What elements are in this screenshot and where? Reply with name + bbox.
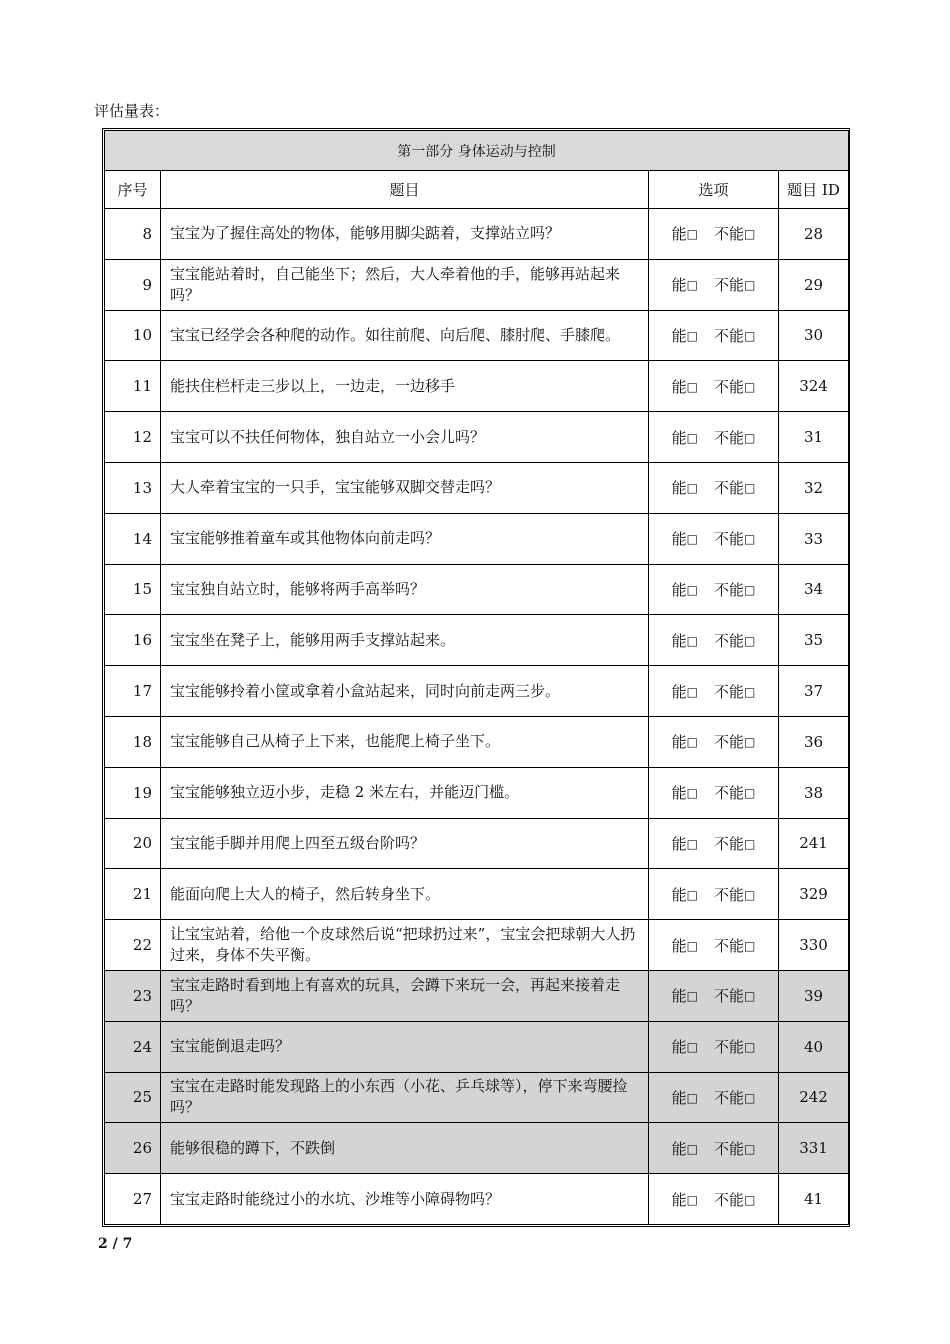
table-row [105, 767, 849, 818]
option-no-checkbox[interactable]: □ [744, 582, 756, 597]
question-text: 宝宝走路时看到地上有喜欢的玩具，会蹲下来玩一会，再起来接着走吗？ [161, 970, 649, 1021]
table-row [105, 869, 849, 920]
option-yes-label: 能 [671, 834, 687, 853]
option-no-label: 不能 [714, 530, 745, 549]
option-yes-checkbox[interactable]: □ [686, 582, 698, 597]
row-number: 11 [105, 361, 161, 412]
option-yes-checkbox[interactable]: □ [686, 1090, 698, 1105]
question-id: 31 [779, 412, 849, 463]
table-row [105, 716, 849, 767]
question-text: 宝宝能倒退走吗？ [161, 1021, 649, 1072]
table-row [105, 564, 849, 615]
question-id: 329 [779, 869, 849, 920]
option-yes-label: 能 [671, 377, 687, 396]
table-row [105, 970, 849, 1021]
question-id: 36 [779, 716, 849, 767]
option-yes-label: 能 [671, 682, 687, 701]
option-no-checkbox[interactable]: □ [744, 1090, 756, 1105]
option-no-label: 不能 [714, 428, 745, 447]
question-text: 让宝宝站着，给他一个皮球然后说“把球扔过来”，宝宝会把球朝大人扔过来，身体不失平衡。 [161, 920, 649, 971]
option-yes-label: 能 [671, 530, 687, 549]
option-no-label: 不能 [714, 1088, 745, 1107]
row-number: 17 [105, 666, 161, 717]
option-no-checkbox[interactable]: □ [744, 836, 756, 851]
option-no-label: 不能 [714, 682, 745, 701]
table-row [105, 513, 849, 564]
question-id: 33 [779, 513, 849, 564]
table-row [105, 209, 849, 260]
answer-options [649, 1072, 779, 1123]
option-no-checkbox[interactable]: □ [744, 989, 756, 1004]
option-yes-label: 能 [671, 1038, 687, 1057]
question-id: 37 [779, 666, 849, 717]
question-text: 宝宝坐在凳子上，能够用两手支撑站起来。 [161, 615, 649, 666]
option-no-label: 不能 [714, 885, 745, 904]
table-row [105, 1123, 849, 1174]
row-number: 21 [105, 869, 161, 920]
question-id: 241 [779, 818, 849, 869]
row-number: 22 [105, 920, 161, 971]
option-yes-checkbox[interactable]: □ [686, 786, 698, 801]
option-yes-label: 能 [671, 1190, 687, 1209]
row-number: 27 [105, 1174, 161, 1225]
option-no-label: 不能 [714, 936, 745, 955]
question-id: 39 [779, 970, 849, 1021]
row-number: 23 [105, 970, 161, 1021]
option-no-label: 不能 [714, 580, 745, 599]
assessment-table [104, 130, 849, 1225]
answer-options [649, 869, 779, 920]
col-header-id: 题目 ID [779, 171, 849, 209]
option-no-checkbox[interactable]: □ [744, 633, 756, 648]
row-number: 13 [105, 462, 161, 513]
answer-options [649, 1021, 779, 1072]
option-yes-checkbox[interactable]: □ [686, 328, 698, 343]
option-no-label: 不能 [714, 987, 745, 1006]
question-id: 30 [779, 310, 849, 361]
question-text: 宝宝独自站立时，能够将两手高举吗？ [161, 564, 649, 615]
option-yes-checkbox[interactable]: □ [686, 430, 698, 445]
row-number: 19 [105, 767, 161, 818]
question-text: 宝宝可以不扶任何物体，独自站立一小会儿吗？ [161, 412, 649, 463]
option-no-checkbox[interactable]: □ [744, 938, 756, 953]
table-row [105, 666, 849, 717]
option-no-checkbox[interactable]: □ [744, 328, 756, 343]
option-yes-checkbox[interactable]: □ [686, 1141, 698, 1156]
question-text: 宝宝能手脚并用爬上四至五级台阶吗？ [161, 818, 649, 869]
table-row [105, 462, 849, 513]
option-yes-checkbox[interactable]: □ [686, 887, 698, 902]
question-id: 29 [779, 259, 849, 310]
option-no-checkbox[interactable]: □ [744, 1192, 756, 1207]
option-no-checkbox[interactable]: □ [744, 684, 756, 699]
answer-options [649, 716, 779, 767]
page-number: 2 / 7 [98, 1236, 133, 1252]
option-yes-label: 能 [671, 580, 687, 599]
option-no-label: 不能 [714, 631, 745, 650]
answer-options [649, 462, 779, 513]
option-yes-label: 能 [671, 479, 687, 498]
answer-options [649, 666, 779, 717]
option-yes-checkbox[interactable]: □ [686, 481, 698, 496]
row-number: 24 [105, 1021, 161, 1072]
question-text: 宝宝能够拎着小筐或拿着小盒站起来，同时向前走两三步。 [161, 666, 649, 717]
option-no-checkbox[interactable]: □ [744, 278, 756, 293]
question-id: 331 [779, 1123, 849, 1174]
question-text: 能面向爬上大人的椅子，然后转身坐下。 [161, 869, 649, 920]
option-no-checkbox[interactable]: □ [744, 481, 756, 496]
row-number: 12 [105, 412, 161, 463]
table-row [105, 259, 849, 310]
option-yes-label: 能 [671, 631, 687, 650]
option-no-label: 不能 [714, 784, 745, 803]
question-id: 324 [779, 361, 849, 412]
option-no-label: 不能 [714, 1190, 745, 1209]
row-number: 8 [105, 209, 161, 260]
option-no-checkbox[interactable]: □ [744, 379, 756, 394]
option-yes-checkbox[interactable]: □ [686, 938, 698, 953]
table-row [105, 615, 849, 666]
question-id: 41 [779, 1174, 849, 1225]
answer-options [649, 513, 779, 564]
question-text: 宝宝能够独立迈小步，走稳 2 米左右，并能迈门槛。 [161, 767, 649, 818]
row-number: 9 [105, 259, 161, 310]
option-no-checkbox[interactable]: □ [744, 786, 756, 801]
option-no-checkbox[interactable]: □ [744, 227, 756, 242]
option-no-label: 不能 [714, 479, 745, 498]
row-number: 16 [105, 615, 161, 666]
question-id: 330 [779, 920, 849, 971]
option-yes-label: 能 [671, 428, 687, 447]
option-yes-checkbox[interactable]: □ [686, 1192, 698, 1207]
row-number: 14 [105, 513, 161, 564]
option-yes-checkbox[interactable]: □ [686, 633, 698, 648]
answer-options [649, 818, 779, 869]
answer-options [649, 412, 779, 463]
option-yes-checkbox[interactable]: □ [686, 379, 698, 394]
question-id: 34 [779, 564, 849, 615]
answer-options [649, 920, 779, 971]
row-number: 15 [105, 564, 161, 615]
option-yes-label: 能 [671, 1088, 687, 1107]
question-id: 32 [779, 462, 849, 513]
column-header-row [105, 171, 849, 209]
option-yes-checkbox[interactable]: □ [686, 684, 698, 699]
col-header-options: 选项 [649, 171, 779, 209]
question-text: 宝宝能够推着童车或其他物体向前走吗？ [161, 513, 649, 564]
option-yes-label: 能 [671, 225, 687, 244]
question-id: 35 [779, 615, 849, 666]
option-yes-checkbox[interactable]: □ [686, 278, 698, 293]
option-no-checkbox[interactable]: □ [744, 430, 756, 445]
answer-options [649, 767, 779, 818]
row-number: 10 [105, 310, 161, 361]
option-yes-label: 能 [671, 733, 687, 752]
table-row [105, 1021, 849, 1072]
table-row [105, 818, 849, 869]
answer-options [649, 310, 779, 361]
option-yes-checkbox[interactable]: □ [686, 1040, 698, 1055]
question-id: 40 [779, 1021, 849, 1072]
section-title: 第一部分 身体运动与控制 [105, 131, 849, 171]
option-no-checkbox[interactable]: □ [744, 1040, 756, 1055]
option-yes-checkbox[interactable]: □ [686, 989, 698, 1004]
option-no-checkbox[interactable]: □ [744, 532, 756, 547]
option-no-label: 不能 [714, 1139, 745, 1158]
question-text: 大人牵着宝宝的一只手，宝宝能够双脚交替走吗？ [161, 462, 649, 513]
option-yes-label: 能 [671, 936, 687, 955]
question-text: 宝宝在走路时能发现路上的小东西（小花、乒乓球等），停下来弯腰捡吗？ [161, 1072, 649, 1123]
table-row [105, 361, 849, 412]
table-row [105, 1072, 849, 1123]
answer-options [649, 1123, 779, 1174]
row-number: 18 [105, 716, 161, 767]
option-no-label: 不能 [714, 1038, 745, 1057]
question-id: 38 [779, 767, 849, 818]
table-row [105, 1174, 849, 1225]
question-text: 能扶住栏杆走三步以上，一边走，一边移手 [161, 361, 649, 412]
table-row [105, 412, 849, 463]
answer-options [649, 259, 779, 310]
option-yes-checkbox[interactable]: □ [686, 836, 698, 851]
answer-options [649, 361, 779, 412]
option-yes-label: 能 [671, 326, 687, 345]
option-no-label: 不能 [714, 377, 745, 396]
option-yes-label: 能 [671, 1139, 687, 1158]
question-text: 宝宝走路时能绕过小的水坑、沙堆等小障碍物吗？ [161, 1174, 649, 1225]
option-yes-checkbox[interactable]: □ [686, 227, 698, 242]
row-number: 25 [105, 1072, 161, 1123]
question-id: 28 [779, 209, 849, 260]
question-text: 宝宝能站着时，自己能坐下；然后，大人牵着他的手，能够再站起来吗？ [161, 259, 649, 310]
question-id: 242 [779, 1072, 849, 1123]
row-number: 20 [105, 818, 161, 869]
question-text: 能够很稳的蹲下，不跌倒 [161, 1123, 649, 1174]
question-text: 宝宝能够自己从椅子上下来，也能爬上椅子坐下。 [161, 716, 649, 767]
option-yes-label: 能 [671, 885, 687, 904]
section-header-row [105, 131, 849, 171]
option-no-checkbox[interactable]: □ [744, 1141, 756, 1156]
table-row [105, 310, 849, 361]
answer-options [649, 1174, 779, 1225]
option-no-label: 不能 [714, 733, 745, 752]
option-no-label: 不能 [714, 326, 745, 345]
answer-options [649, 564, 779, 615]
option-yes-label: 能 [671, 987, 687, 1006]
question-text: 宝宝为了握住高处的物体，能够用脚尖踮着，支撑站立吗？ [161, 209, 649, 260]
option-yes-checkbox[interactable]: □ [686, 735, 698, 750]
option-yes-label: 能 [671, 276, 687, 295]
option-no-checkbox[interactable]: □ [744, 735, 756, 750]
option-no-checkbox[interactable]: □ [744, 887, 756, 902]
option-no-label: 不能 [714, 834, 745, 853]
answer-options [649, 970, 779, 1021]
option-yes-checkbox[interactable]: □ [686, 532, 698, 547]
option-yes-label: 能 [671, 784, 687, 803]
question-text: 宝宝已经学会各种爬的动作。如往前爬、向后爬、膝肘爬、手膝爬。 [161, 310, 649, 361]
col-header-num: 序号 [105, 171, 161, 209]
assessment-table-frame [102, 128, 850, 1227]
table-row [105, 920, 849, 971]
answer-options [649, 209, 779, 260]
answer-options [649, 615, 779, 666]
row-number: 26 [105, 1123, 161, 1174]
option-no-label: 不能 [714, 225, 745, 244]
page-heading: 评估量表： [94, 102, 170, 120]
col-header-question: 题目 [161, 171, 649, 209]
option-no-label: 不能 [714, 276, 745, 295]
